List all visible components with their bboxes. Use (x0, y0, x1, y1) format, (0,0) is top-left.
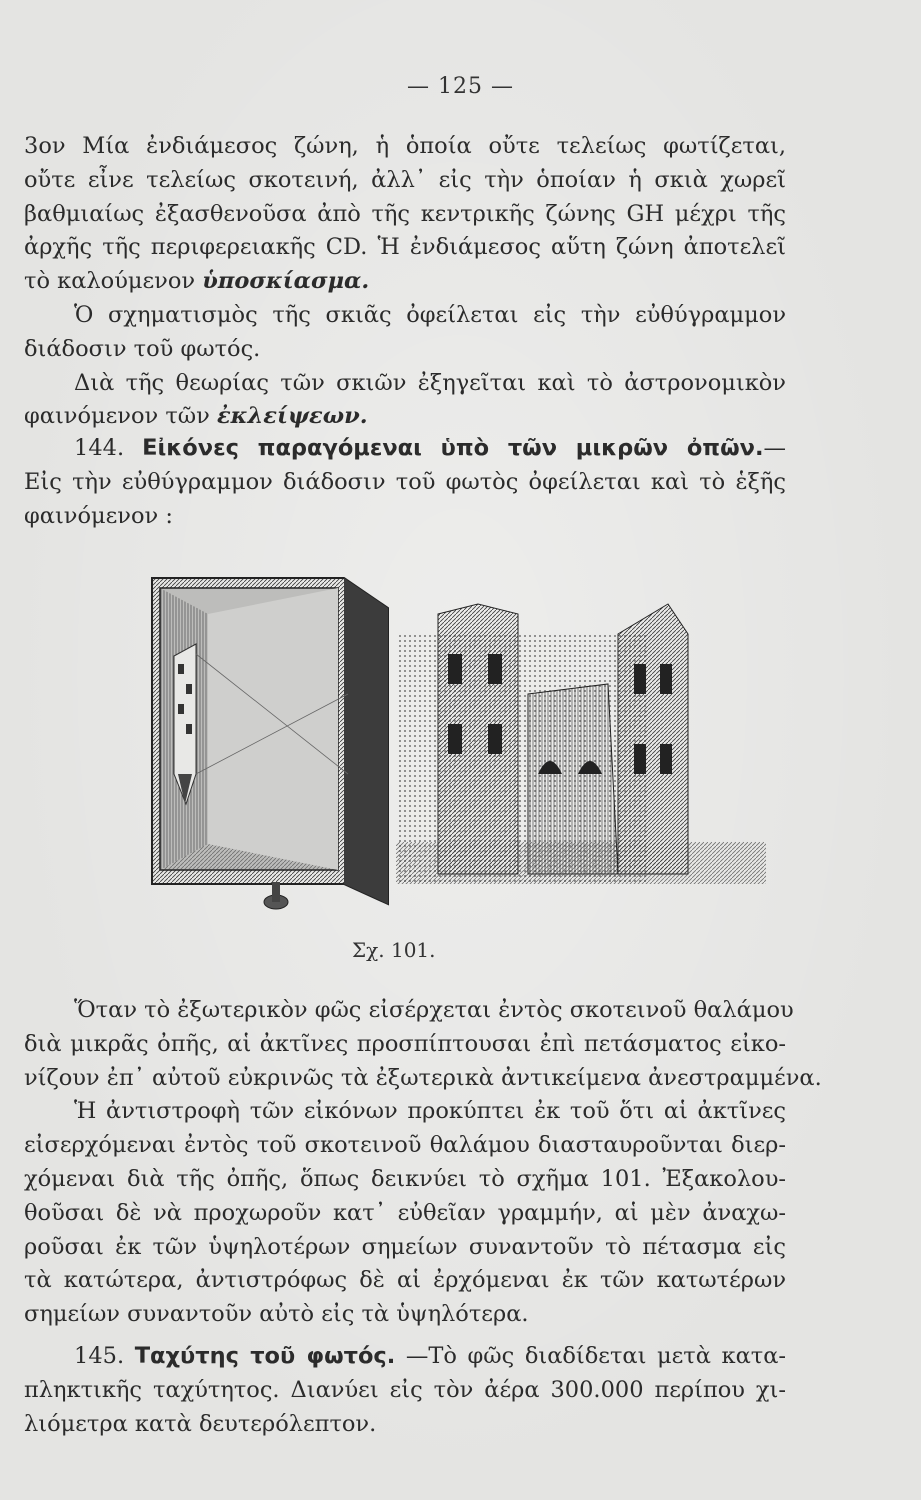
term-penumbra: ὑποσκίασμα. (202, 268, 370, 295)
text-line: πληκτικῆς ταχύτητος. Διανύει εἰς τὸν ἀέρα 300.000 περίπου χι- (24, 1376, 786, 1403)
text-fragment: —Τὸ φῶς διαδίδεται μετὰ κατα- (395, 1342, 787, 1369)
text-line: διὰ μικρᾶς ὀπῆς, αἱ ἀκτῖνες προσπίπτουσαι ἐπὶ πετάσματος εἰκο- (24, 1030, 786, 1057)
text-line: Διὰ τῆς θεωρίας τῶν σκιῶν ἐξηγεῖται καὶ τὸ ἀστρονομικὸν (74, 369, 786, 396)
section-144 (24, 432, 786, 533)
page-number: — 125 — (407, 74, 514, 99)
inverted-image (174, 644, 196, 804)
text-line: νίζουν ἐπ᾽ αὐτοῦ εὐκρινῶς τὰ ἐξωτερικὰ ἀντικείμενα ἀνεστραμμένα. (24, 1064, 822, 1091)
text-line: εἰσερχόμεναι ἐντὸς τοῦ σκοτεινοῦ θαλάμου διασταυροῦνται διερ- (24, 1132, 786, 1159)
text-line: Ἡ ἀντιστροφὴ τῶν εἰκόνων προκύπτει ἐκ τοῦ ὅτι αἱ ἀκτῖνες (74, 1098, 786, 1125)
text-line: τὰ κατώτερα, ἀντιστρόφως δὲ αἱ ἐρχόμεναι ἐκ τῶν κατωτέρων (24, 1267, 786, 1294)
section-heading (24, 1340, 786, 1374)
text-line: σημείων συναντοῦν αὐτὸ εἰς τὰ ὑψηλότερα. (24, 1301, 529, 1328)
text-line: βαθμιαίως ἐξασθενοῦσα ἀπὸ τῆς κεντρικῆς ζώνης GH μέχρι τῆς (24, 200, 786, 227)
text-line: θοῦσαι δὲ νὰ προχωροῦν κατ᾽ εὐθεῖαν γραμμήν, αἱ μὲν ἀναχω- (24, 1199, 786, 1226)
text-line: Ὅταν τὸ ἐξωτερικὸν φῶς εἰσέρχεται ἐντὸς σκοτεινοῦ θαλάμου (74, 997, 794, 1023)
figure-caption: Σχ. 101. (352, 938, 436, 962)
text-line (24, 400, 786, 434)
section-dash: — (763, 435, 787, 461)
section-title: Εἰκόνες παραγόμεναι ὑπὸ τῶν μικρῶν ὀπῶν. (142, 435, 764, 461)
section-heading (24, 432, 786, 466)
text-line: φαινόμενον : (24, 502, 173, 529)
section-number: 145. (74, 1342, 125, 1369)
term-eclipses: ἐκλείψεων. (216, 403, 368, 430)
text-line: λιόμετρα κατὰ δευτερόλεπτον. (24, 1410, 377, 1437)
section-title: Ταχύτης τοῦ φωτός. (134, 1342, 396, 1369)
camera-obscura-figure (148, 574, 788, 914)
text-line: Ὁ σχηματισμὸς τῆς σκιᾶς ὀφείλεται εἰς τὴν εὐθύγραμμον (74, 301, 786, 328)
lens-knob (264, 882, 288, 909)
text-fragment: φαινόμενον τῶν (24, 403, 217, 430)
text-line: οὔτε εἶνε τελείως σκοτεινή, ἀλλ᾽ εἰς τὴν ὁποίαν ἡ σκιὰ χωρεῖ (24, 166, 786, 193)
section-number: 144. (74, 435, 125, 461)
text-line: ροῦσαι ἐκ τῶν ὑψηλοτέρων σημείων συναντοῦν τὸ πέτασμα εἰς (24, 1233, 786, 1260)
text-line (24, 265, 786, 299)
text-line: ἀρχῆς τῆς περιφερειακῆς CD. Ἡ ἐνδιάμεσος αὕτη ζώνη ἀποτελεῖ (24, 234, 786, 261)
text-block-shadow (24, 130, 786, 434)
text-block-camera-obscura (24, 994, 822, 1441)
text-fragment: τὸ καλούμενον (24, 268, 203, 295)
text-line: διάδοσιν τοῦ φωτός. (24, 335, 261, 362)
text-line: χόμεναι διὰ τῆς ὀπῆς, ὅπως δεικνύει τὸ σχῆμα 101. Ἐξακολου- (24, 1165, 786, 1192)
outdoor-scene (396, 604, 766, 884)
text-line: Εἰς τὴν εὐθύγραμμον διάδοσιν τοῦ φωτὸς ὀφείλεται καὶ τὸ ἑξῆς (24, 468, 786, 495)
text-line: 3ον Μία ἐνδιάμεσος ζώνη, ἡ ὁποία οὔτε τελείως φωτίζεται, (24, 133, 786, 159)
dark-box (152, 578, 388, 909)
